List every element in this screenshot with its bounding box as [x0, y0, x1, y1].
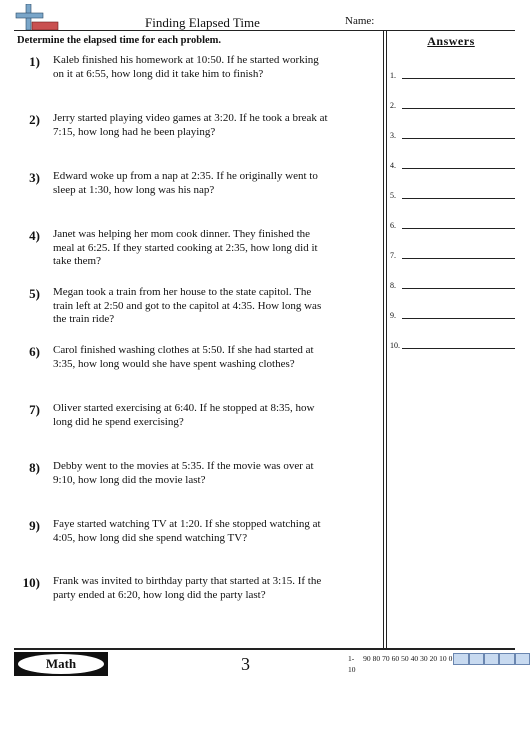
- score-box: [484, 653, 499, 665]
- answer-field-5[interactable]: [390, 186, 515, 200]
- score-cell: 60: [391, 654, 400, 663]
- score-cell: 40: [410, 654, 419, 663]
- answer-field-10[interactable]: [390, 336, 515, 350]
- answer-number: 9.: [390, 311, 396, 320]
- problem-text: Jerry started playing video games at 3:20. If he took a break at 7:15, how long had he been playing?: [53, 112, 328, 138]
- instructions: Determine the elapsed time for each problem.: [17, 35, 222, 46]
- answer-number: 3.: [390, 131, 396, 140]
- answer-field-8[interactable]: [390, 276, 515, 290]
- answer-number: 5.: [390, 191, 396, 200]
- answer-field-7[interactable]: [390, 246, 515, 260]
- column-divider: [386, 31, 387, 648]
- answer-field-6[interactable]: [390, 216, 515, 230]
- answer-line: [402, 228, 515, 229]
- problem-text: Megan took a train from her house to the state capitol. The train left at 2:50 and got to the capitol at 4:35. How long was the train ride?: [53, 286, 322, 325]
- answer-field-2[interactable]: [390, 96, 515, 110]
- score-box: [499, 653, 514, 665]
- problem-number: 2): [29, 112, 40, 127]
- problem-number: 7): [29, 402, 40, 417]
- answer-line: [402, 138, 515, 139]
- answer-line: [402, 258, 515, 259]
- problem-number: 10): [22, 575, 40, 590]
- score-cell: 10: [439, 654, 447, 663]
- subject-label: Math: [18, 654, 104, 674]
- score-cell: 80: [372, 654, 381, 663]
- score-cell: 70: [382, 654, 390, 663]
- problem-number: 6): [29, 344, 40, 359]
- problem-number: 5): [29, 286, 40, 301]
- answer-line: [402, 108, 515, 109]
- problem-text: Oliver started exercising at 6:40. If he stopped at 8:35, how long did he spend exercising?: [53, 402, 315, 428]
- score-box: [515, 653, 530, 665]
- problem-text: Debby went to the movies at 5:35. If the movie was over at 9:10, how long did the movie last?: [53, 460, 314, 486]
- problem-text: Frank was invited to birthday party that started at 3:15. If the party ended at 6:20, how long did the party last?: [53, 575, 322, 601]
- column-divider: [383, 31, 384, 648]
- answer-number: 8.: [390, 281, 396, 290]
- answers-heading: Answers: [427, 34, 475, 48]
- answer-field-4[interactable]: [390, 156, 515, 170]
- score-cell: 0: [448, 654, 453, 663]
- score-cell: 50: [401, 654, 409, 663]
- answer-field-3[interactable]: [390, 126, 515, 140]
- math-logo: [14, 4, 60, 32]
- answer-line: [402, 348, 515, 349]
- answer-number: 6.: [390, 221, 396, 230]
- answer-number: 1.: [390, 71, 396, 80]
- problem-text: Janet was helping her mom cook dinner. They finished the meal at 6:25. If they started cooking at 2:35, how long did it take them?: [53, 228, 318, 267]
- answer-number: 4.: [390, 161, 396, 170]
- header-rule: [14, 30, 515, 31]
- problem-number: 4): [29, 228, 40, 243]
- score-box: [453, 653, 468, 665]
- answer-line: [402, 168, 515, 169]
- problem-number: 9): [29, 518, 40, 533]
- page-number: 3: [241, 654, 250, 674]
- page-title: Finding Elapsed Time: [145, 15, 260, 30]
- problem-text: Carol finished washing clothes at 5:50. If she had started at 3:35, how long would she have spent washing clothes?: [53, 344, 314, 370]
- score-range: 1-10: [348, 654, 356, 674]
- answer-number: 10.: [390, 341, 400, 350]
- problem-number: 1): [29, 54, 40, 69]
- score-cell: 90: [363, 654, 371, 663]
- answer-number: 2.: [390, 101, 396, 110]
- problem-text: Kaleb finished his homework at 10:50. If he started working on it at 6:55, how long did it take him to finish?: [53, 54, 319, 80]
- answer-line: [402, 288, 515, 289]
- score-cell: 20: [429, 654, 438, 663]
- answer-field-1[interactable]: [390, 66, 515, 80]
- answer-line: [402, 318, 515, 319]
- problem-number: 3): [29, 170, 40, 185]
- answer-number: 7.: [390, 251, 396, 260]
- answer-line: [402, 78, 515, 79]
- answer-field-9[interactable]: [390, 306, 515, 320]
- answer-line: [402, 198, 515, 199]
- scoring-key: [347, 653, 530, 674]
- problem-number: 8): [29, 460, 40, 475]
- problem-text: Faye started watching TV at 1:20. If she stopped watching at 4:05, how long did she spend watching TV?: [53, 518, 321, 544]
- problem-text: Edward woke up from a nap at 2:35. If he originally went to sleep at 1:30, how long was his nap?: [53, 170, 318, 196]
- footer-rule: [14, 648, 515, 650]
- math-badge: [14, 652, 108, 676]
- score-box: [469, 653, 484, 665]
- name-label: Name:: [345, 15, 375, 27]
- score-cell: 30: [420, 654, 428, 663]
